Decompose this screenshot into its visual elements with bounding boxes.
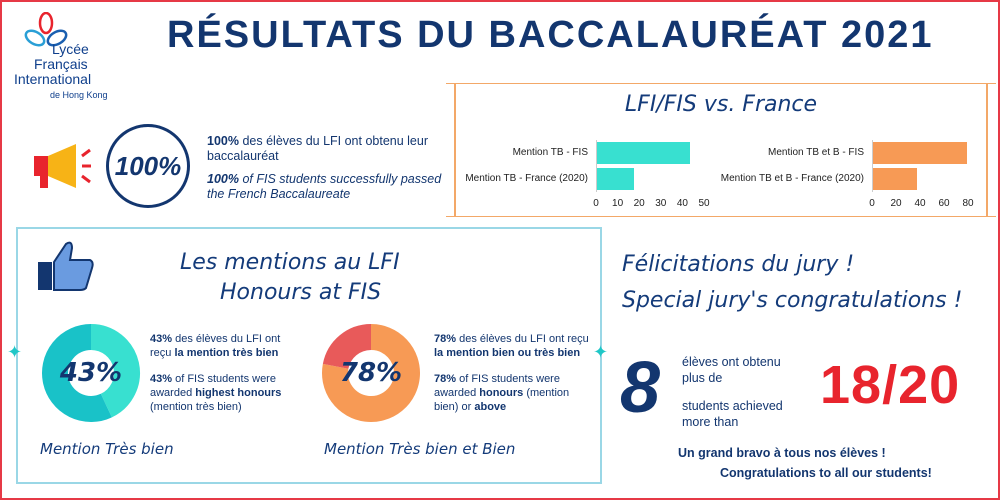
stat-100-en-bold: 100% (207, 172, 239, 186)
bravo-en: Congratulations to all our students! (720, 466, 932, 480)
b-en-bold3: above (474, 401, 507, 413)
stat-100-fr (207, 134, 447, 164)
megaphone-icon (32, 142, 92, 192)
bar-mark (597, 168, 634, 190)
b-en-mid2: (mention bien) or (434, 387, 570, 413)
stat-100-en-rest: of FIS students successfully passed the French Baccalaureate (207, 172, 442, 201)
logo-line-4: de Hong Kong (50, 90, 108, 100)
bar-mark (873, 142, 967, 164)
b-fr-bold: 78% (434, 333, 457, 345)
tb-en-bold2: highest honours (195, 387, 282, 399)
stat-100-en (207, 172, 447, 202)
donut-tb-b-label: 78% (339, 358, 403, 388)
bar-category-label: Mention TB et B - FIS (768, 147, 864, 158)
sparkle-icon: ✦ (593, 342, 609, 362)
mentions-title-fr: Les mentions au LFI (180, 250, 400, 275)
jury-fr-text: élèves ont obtenu plus de (682, 355, 781, 385)
sparkle-icon: ✦ (7, 342, 23, 362)
page-title: RÉSULTATS DU BACCALAURÉAT 2021 (167, 14, 934, 56)
logo-line-2: Français (34, 56, 88, 72)
logo-line-3: International (14, 71, 92, 87)
tb-caption: Mention Très bien (40, 440, 174, 458)
jury-line-1: Félicitations du jury ! (622, 252, 855, 277)
b-text-en (434, 372, 584, 414)
jury-line-2: Special jury's congratulations ! (622, 288, 963, 313)
bar-tick-label: 30 (655, 198, 667, 209)
tb-fr-mid: des élèves du LFI ont reçu (150, 333, 281, 359)
bar-tick-label: 20 (633, 198, 645, 209)
tb-text-fr (150, 332, 290, 360)
b-fr-mid: des élèves du LFI ont reçu (456, 333, 589, 345)
b-en-bold: 78% (434, 373, 457, 385)
b-en-mid: of FIS students were awarded (434, 373, 560, 399)
b-en-bold2: honours (479, 387, 524, 399)
comparison-title: LFI/FIS vs. France (624, 92, 818, 117)
logo-line-1: Lycée (52, 41, 89, 57)
tb-fr-bold: 43% (150, 333, 173, 345)
stat-100-fr-bold: 100% (207, 134, 239, 148)
b-caption: Mention Très bien et Bien (324, 440, 516, 458)
bar-category-label: Mention TB - FIS (512, 147, 588, 158)
tb-text-en (150, 372, 290, 414)
tb-en-end: (mention très bien) (150, 401, 242, 413)
mentions-title-en: Honours at FIS (220, 280, 382, 305)
comparison-panel (454, 84, 988, 216)
jury-en-text: students achieved more than (682, 399, 783, 429)
tb-fr-bold2: la mention très bien (174, 347, 279, 359)
school-logo (12, 12, 122, 112)
bar-tick-label: 40 (914, 198, 926, 209)
bar-tick-label: 50 (698, 198, 710, 209)
bar-category-label: Mention TB et B - France (2020) (720, 173, 864, 184)
bar-mark (597, 142, 690, 164)
bar-tick-label: 10 (612, 198, 624, 209)
b-fr-bold2: la mention bien ou très bien (434, 347, 581, 359)
thumbs-up-icon (36, 238, 96, 294)
bar-mark (873, 168, 917, 190)
bar-tick-label: 60 (938, 198, 950, 209)
bar-tick-label: 0 (869, 198, 875, 209)
tb-en-mid: of FIS students were awarded (150, 373, 276, 399)
bravo-fr: Un grand bravo à tous nos élèves ! (678, 446, 886, 460)
big-number: 8 (620, 348, 661, 428)
b-text-fr (434, 332, 589, 360)
tb-en-bold: 43% (150, 373, 173, 385)
bar-tick-label: 40 (676, 198, 688, 209)
score-label: 18/20 (820, 355, 961, 415)
bar-tick-label: 80 (962, 198, 974, 209)
donut-tb-label: 43% (59, 358, 123, 388)
stat-100-fr-rest: des élèves du LFI ont obtenu leur baccalauréat (207, 134, 428, 163)
bar-tick-label: 0 (593, 198, 599, 209)
bar-tick-label: 20 (890, 198, 902, 209)
stat-100-circle: 100% (106, 124, 190, 208)
bar-category-label: Mention TB - France (2020) (465, 173, 588, 184)
